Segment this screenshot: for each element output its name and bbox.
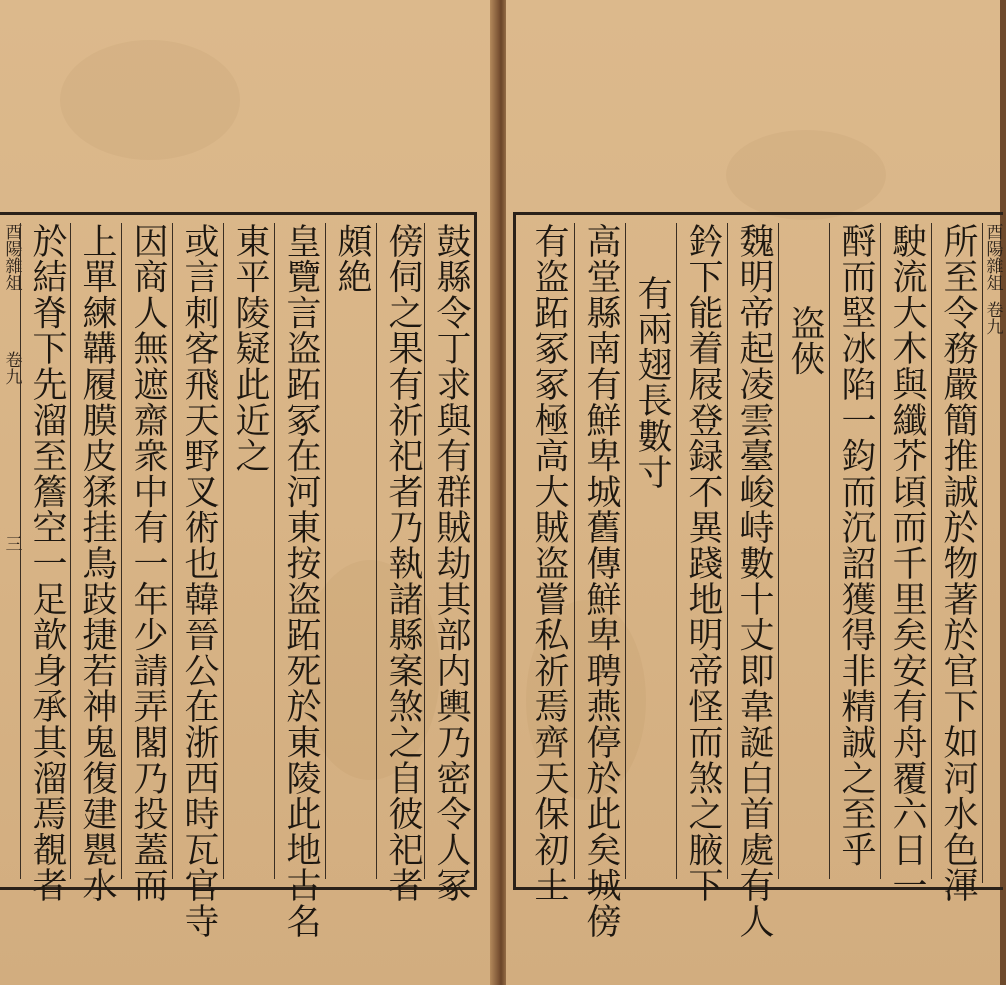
book-title-margin: 酉陽雜俎 xyxy=(1,223,22,291)
text-column xyxy=(325,223,378,879)
text-column xyxy=(625,223,678,879)
paper-stain xyxy=(60,40,240,160)
column-text: 酹而堅冰陷一鈞而沉詔獲得非精誠之至乎 xyxy=(836,223,876,868)
text-column xyxy=(70,223,123,904)
juan-number-margin: 卷九 xyxy=(1,351,22,385)
right-margin-column xyxy=(982,223,1003,883)
column-text: 有兩翅長數寸 xyxy=(632,275,672,490)
juan-number-margin: 卷九 xyxy=(982,301,1003,335)
column-text: 魏明帝起凌雲臺峻峙數十丈即韋誕白首處有人 xyxy=(734,223,774,939)
left-page xyxy=(0,0,494,985)
column-text: 傍伺之果有祈祀者乃執諸縣案煞之自彼祀者 xyxy=(383,223,423,904)
text-column xyxy=(574,223,627,939)
text-column xyxy=(172,223,225,939)
column-text: 或言刺客飛天野叉術也韓晉公在浙西時瓦官寺 xyxy=(179,223,219,939)
text-column xyxy=(829,223,882,879)
column-text: 駛流大木與纖芥頃而千里矣安有舟覆六日一 xyxy=(887,223,927,904)
left-margin-column xyxy=(2,223,22,883)
column-text: 因商人無遮齋衆中有一年少請弄閣乃投蓋而 xyxy=(128,223,168,904)
column-text: 高堂縣南有鮮卑城舊傳鮮卑聘燕停於此矣城傍 xyxy=(581,223,621,939)
text-column xyxy=(20,223,73,904)
right-text-frame xyxy=(513,212,1003,939)
text-column xyxy=(880,223,933,904)
column-text: 所至令務嚴簡推誠於物著於官下如河水色渾 xyxy=(938,223,978,904)
text-column xyxy=(121,223,174,904)
left-text-frame xyxy=(0,212,477,939)
paper-stain xyxy=(726,130,886,220)
text-column xyxy=(931,223,984,904)
text-column xyxy=(727,223,780,939)
text-column xyxy=(424,223,477,904)
column-text: 鼓縣令丁求與有群賊劫其部内輿乃密令人冢 xyxy=(431,223,471,904)
column-text: 有盗跖冢冢極高大賊盗嘗私祈焉齊天保初土 xyxy=(529,223,569,904)
text-column xyxy=(676,223,729,904)
book-title-margin: 酉陽雜俎 xyxy=(982,223,1003,291)
text-column xyxy=(778,223,831,879)
column-text: 上單練韝履膜皮猱挂鳥跂捷若神鬼復建甖水 xyxy=(77,223,117,904)
column-text: 東平陵疑此近之 xyxy=(230,223,270,474)
column-text: 鈐下能着屐登録不異踐地明帝怪而煞之腋下 xyxy=(683,223,723,904)
column-text: 頗絶 xyxy=(332,223,372,295)
text-column xyxy=(223,223,276,879)
column-text: 於結脊下先溜至簷空一足歆身承其溜焉覩者 xyxy=(27,223,67,904)
column-text: 皇覽言盗跖冢在河東按盗跖死於東陵此地古名 xyxy=(281,223,321,939)
folio-number: 三 xyxy=(1,535,22,552)
text-column xyxy=(523,223,575,904)
text-column xyxy=(376,223,429,904)
section-heading: 盗俠 xyxy=(785,305,825,377)
text-column xyxy=(274,223,327,939)
